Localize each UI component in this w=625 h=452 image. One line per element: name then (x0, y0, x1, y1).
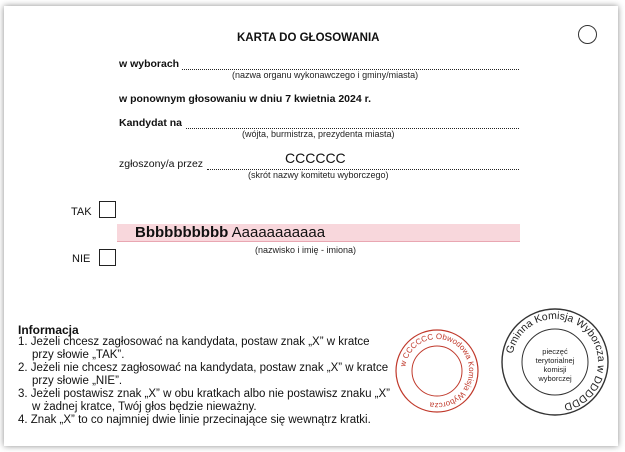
svg-text:w CCCCCC Obwodowa Komisja Wyb (398, 332, 476, 410)
info-item-2: 2. Jeżeli nie chcesz zagłosować na kandydata, postaw znak „X” w kratce przy słowie „NIE”. (18, 362, 389, 387)
no-checkbox[interactable] (99, 249, 116, 266)
elections-hint: (nazwa organu wykonawczego i gminy/miasta) (232, 70, 419, 80)
round-text: w ponownym głosowaniu w dniu 7 kwietnia 2024 r. (119, 93, 372, 105)
nominated-by-hint: (skrót nazwy komitetu wyborczego) (248, 170, 389, 180)
municipal-stamp-ring-text: Gminna Komisja Wyborcza w DDDDDD (503, 309, 608, 413)
district-commission-stamp (394, 328, 480, 414)
municipal-stamp-line-2: terytorialnej (535, 356, 575, 365)
elections-label: w wyborach (119, 58, 180, 70)
info-item-3: 3. Jeżeli postawisz znak „X” w obu kratkach albo nie postawisz znaku „X” w żadnej kratce, Twój głos będzie nieważny. (18, 388, 390, 413)
candidate-for-hint: (wójta, burmistrza, prezydenta miasta) (242, 129, 395, 139)
no-label: NIE (72, 253, 91, 265)
info-item-1: 1. Jeżeli chcesz zagłosować na kandydata, postaw znak „X” w kratce przy słowie „TAK”. (18, 336, 370, 361)
info-item-4: 4. Znak „X” to co najmniej dwie linie przecinające się wewnątrz kratki. (18, 414, 371, 426)
candidate-surname: Bbbbbbbbbb (135, 224, 229, 241)
yes-label: TAK (71, 206, 92, 218)
yes-checkbox[interactable] (99, 201, 116, 218)
ballot-title: KARTA DO GŁOSOWANIA (237, 32, 380, 44)
municipal-stamp-line-4: wyborczej (538, 374, 572, 383)
candidate-hint: (nazwisko i imię - imiona) (255, 245, 357, 255)
candidate-name (135, 224, 325, 241)
municipal-commission-stamp (500, 307, 610, 417)
municipal-stamp-line-1: pieczęć (542, 347, 568, 356)
ballot-card (4, 6, 618, 446)
committee-value: CCCCCC (285, 150, 346, 166)
corner-hole (578, 25, 597, 44)
district-stamp-ring-text: w CCCCCC Obwodowa Komisja Wyborcza (398, 331, 477, 411)
nominated-by-label: zgłoszony/a przez (119, 158, 204, 170)
candidate-for-label: Kandydat na (119, 117, 183, 129)
municipal-stamp-line-3: komisji (543, 365, 567, 374)
candidate-names: Aaaaaaaaaaa (231, 224, 326, 241)
info-heading: Informacja (18, 323, 79, 337)
